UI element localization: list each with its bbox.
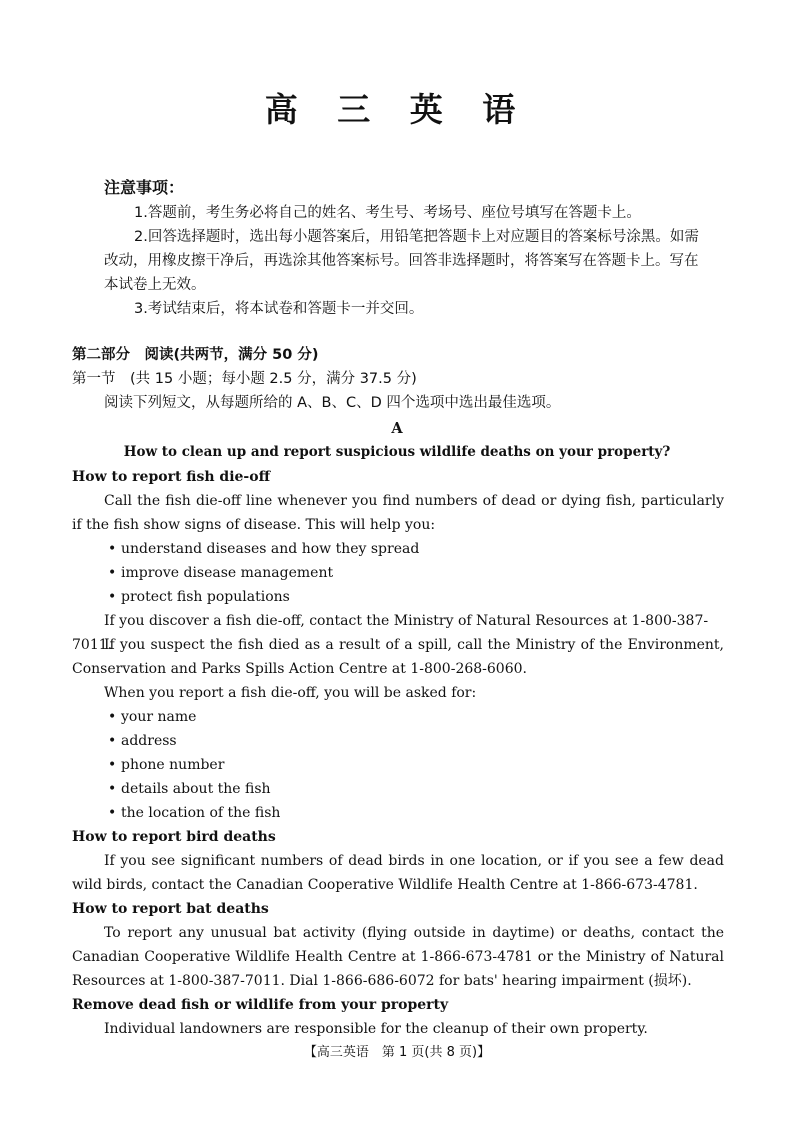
- list-item-text: your name: [121, 709, 197, 725]
- list-item-text: phone number: [121, 757, 225, 773]
- section-instruction: 阅读下列短文，从每题所给的 A、B、C、D 四个选项中选出最佳选项。: [104, 395, 561, 411]
- fish-heading: How to report fish die-off: [72, 469, 271, 485]
- remove-heading: Remove dead fish or wildlife from your property: [72, 997, 449, 1013]
- bat-heading: How to report bat deaths: [72, 901, 269, 917]
- list-item: • protect fish populations: [108, 589, 290, 605]
- notice-item: [104, 225, 704, 297]
- list-item-text: address: [121, 733, 177, 749]
- list-item: • phone number: [108, 757, 225, 773]
- bird-heading: How to report bird deaths: [72, 829, 276, 845]
- notice-item: [104, 201, 704, 225]
- list-item: • details about the fish: [108, 781, 271, 797]
- list-item: • address: [108, 733, 177, 749]
- list-item: • your name: [108, 709, 197, 725]
- list-item-text: improve disease management: [121, 565, 334, 581]
- list-item-text: details about the fish: [121, 781, 271, 797]
- list-item-text: understand diseases and how they spread: [121, 541, 420, 557]
- list-item: • the location of the fish: [108, 805, 281, 821]
- fish-asked: When you report a fish die-off, you will be asked for:: [104, 685, 477, 701]
- fish-contact-2: If you suspect the fish died as a result of a spill, call the Ministry of the Environment, Conservation and Parks Spills Action Centre at 1-800-268-6060.: [72, 637, 724, 677]
- passage-title: How to clean up and report suspicious wildlife deaths on your property?: [123, 444, 671, 460]
- notice-item-text: 1.答题前，考生务必将自己的姓名、考生号、考场号、座位号填写在答题卡上。: [134, 205, 641, 221]
- list-item: • understand diseases and how they spread: [108, 541, 420, 557]
- section-heading: 第一节 (共 15 小题；每小题 2.5 分，满分 37.5 分): [72, 371, 417, 387]
- page-footer: 【高三英语 第 1 页(共 8 页)】: [303, 1045, 491, 1060]
- remove-text: Individual landowners are responsible for the cleanup of their own property.: [104, 1021, 648, 1037]
- notice-item: [104, 297, 704, 321]
- notice-item-text: 3.考试结束后，将本试卷和答题卡一并交回。: [134, 301, 424, 317]
- bat-text: To report any unusual bat activity (flying outside in daytime) or deaths, contact the Canadian Cooperative Wildlife Health Centre at 1-866-673-4781 or the Ministry of Natural Resources at 1-800-387-7011. Dial 1-866-686-6072 for bats' hearing impairment (损坏).: [72, 925, 724, 989]
- passage-letter: A: [391, 420, 403, 437]
- part-heading: 第二部分 阅读(共两节，满分 50 分): [72, 347, 319, 363]
- list-item-text: protect fish populations: [121, 589, 290, 605]
- notice-heading: 注意事项：: [104, 178, 185, 197]
- fish-intro: Call the fish die-off line whenever you find numbers of dead or dying fish, particularly if the fish show signs of disease. This will help you:: [72, 493, 724, 533]
- bird-text: If you see significant numbers of dead birds in one location, or if you see a few dead wild birds, contact the Canadian Cooperative Wildlife Health Centre at 1-866-673-4781.: [72, 853, 724, 893]
- list-item: • improve disease management: [108, 565, 334, 581]
- notice-item-text: 2.回答选择题时，选出每小题答案后，用铅笔把答题卡上对应题目的答案标号涂黑。如需改动，用橡皮擦干净后，再选涂其他答案标号。回答非选择题时，将答案写在答题卡上。写在本试卷上无效。: [104, 229, 699, 293]
- fish-contact-1: If you discover a fish die-off, contact the Ministry of Natural Resources at 1-800-387-7011.: [72, 613, 709, 653]
- page-title: 高 三 英 语: [264, 90, 530, 129]
- list-item-text: the location of the fish: [121, 805, 281, 821]
